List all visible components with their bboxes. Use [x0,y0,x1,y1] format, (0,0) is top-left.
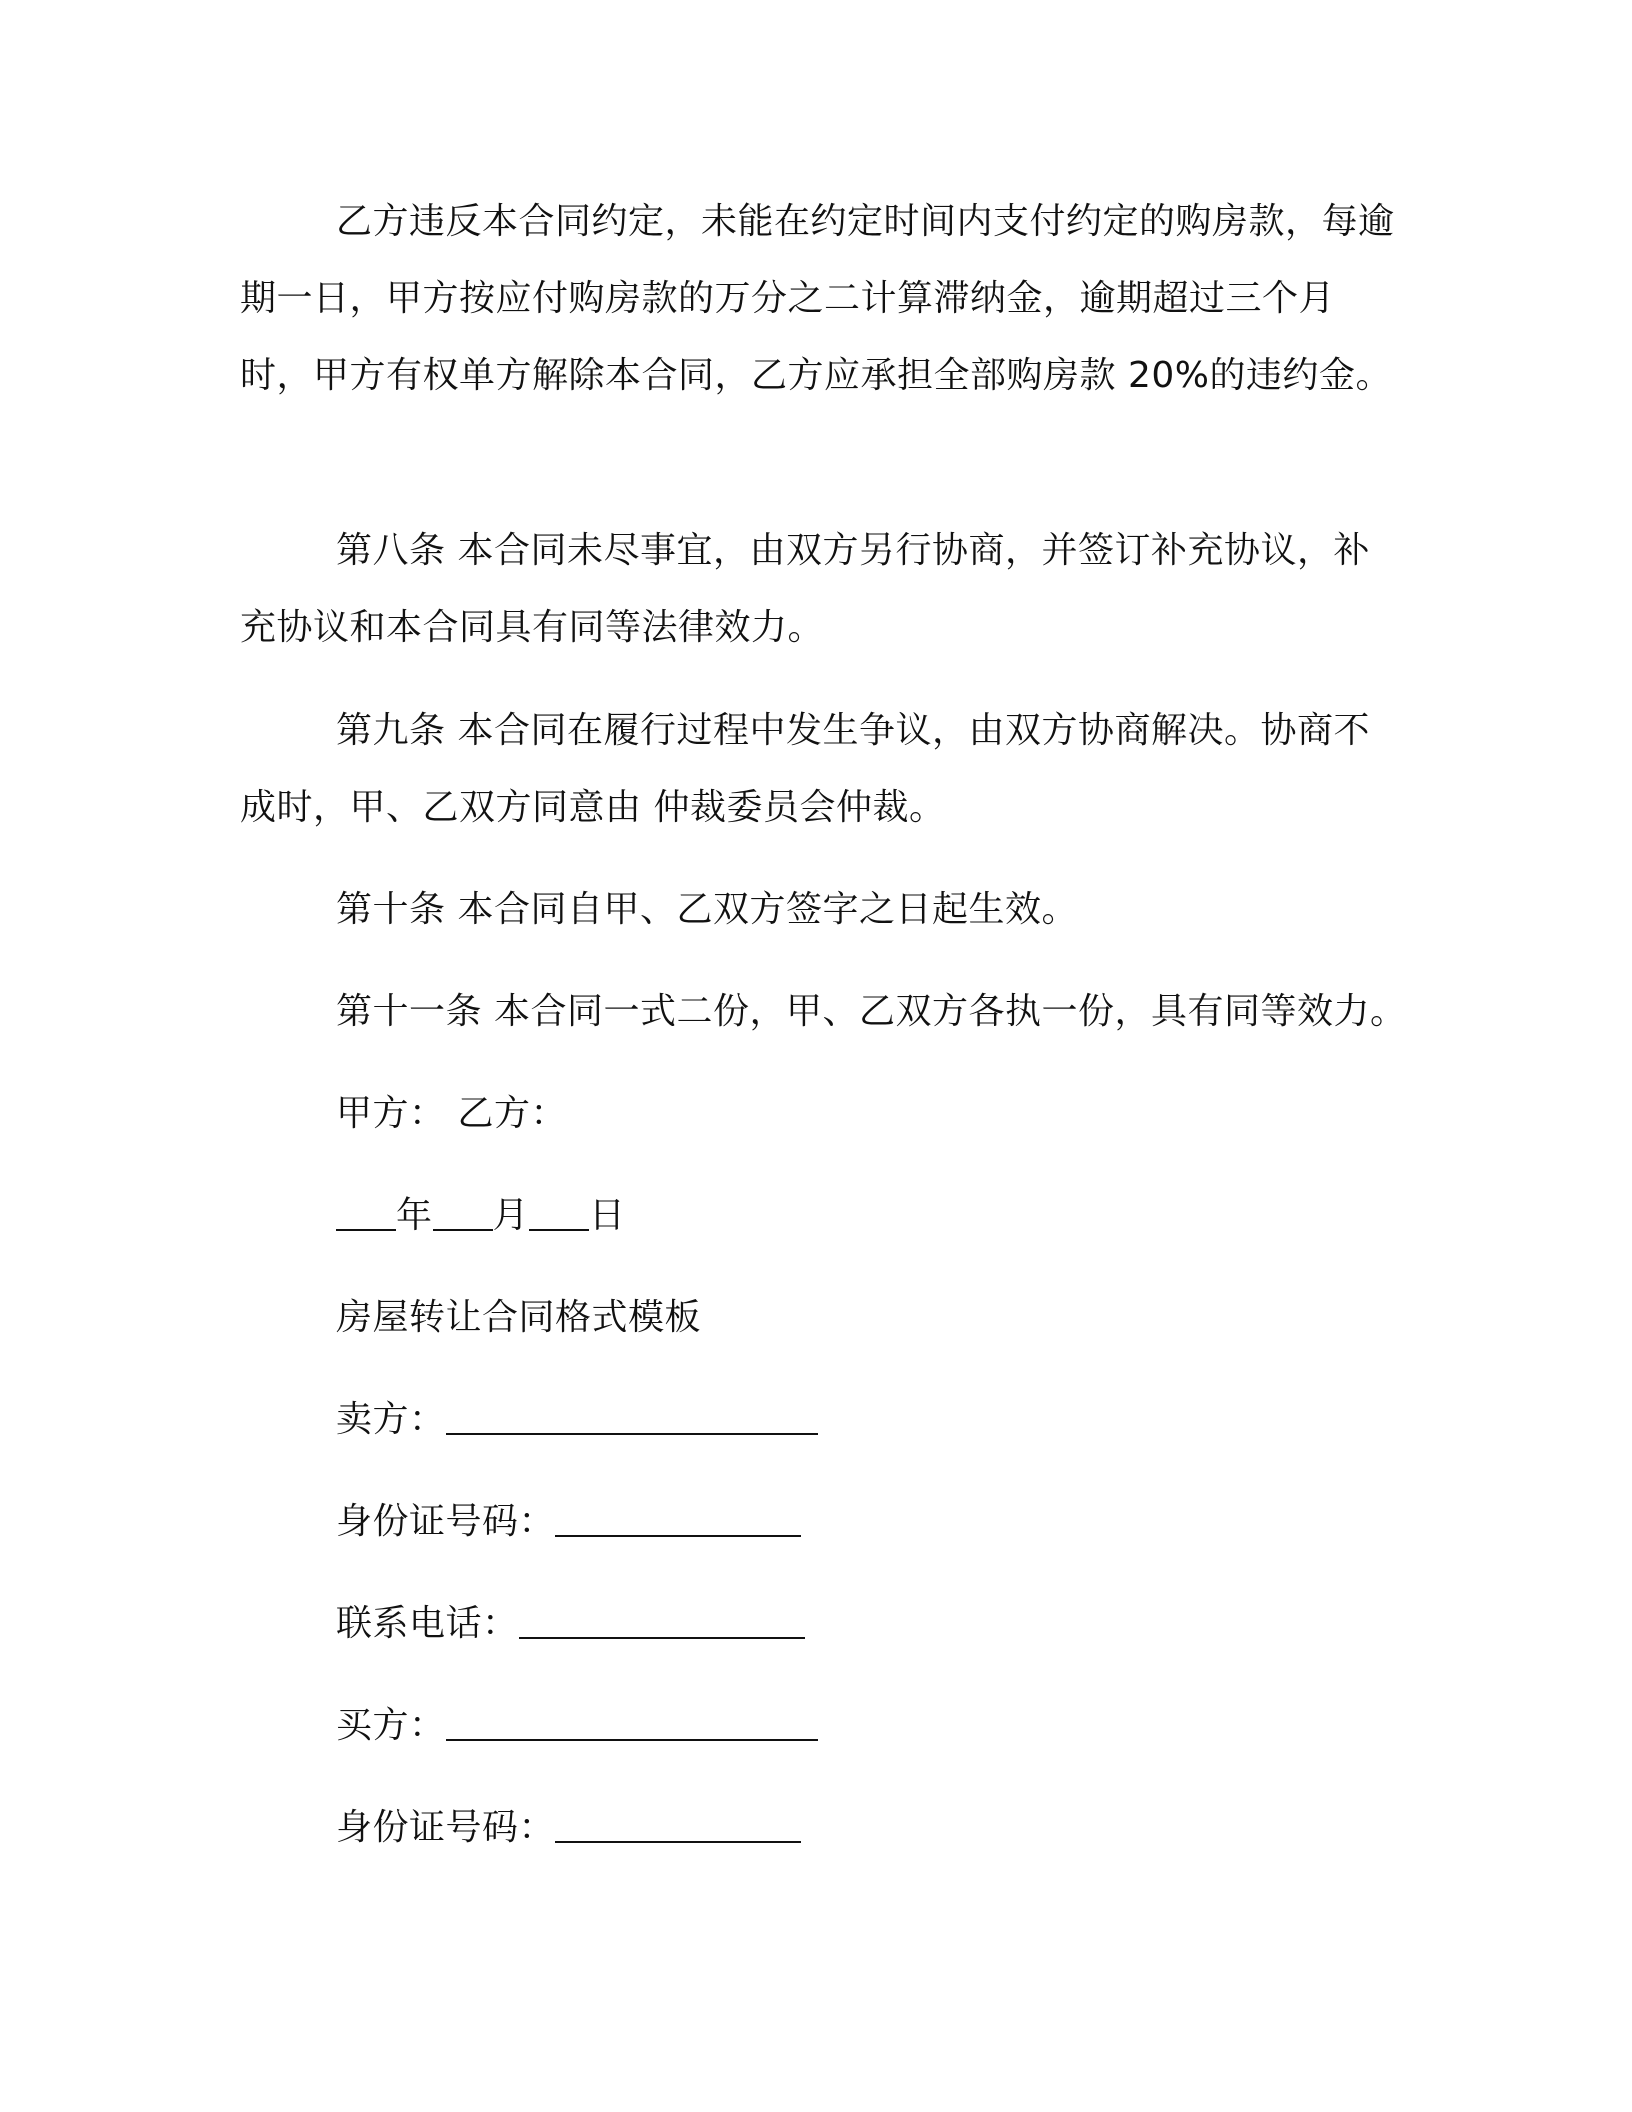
field-buyer [336,1701,818,1751]
field-blank [519,1603,805,1639]
paragraph-article-11: 第十一条 本合同一式二份，甲、乙双方各执一份，具有同等效力。 [336,991,1407,1032]
field-label: 买方： [336,1705,446,1746]
paragraph-article-10: 第十条 本合同自甲、乙双方签字之日起生效。 [336,889,1078,930]
month-label: 月 [492,1195,530,1236]
day-blank [529,1195,589,1231]
field-seller-phone [336,1599,805,1649]
field-blank [446,1705,818,1741]
field-seller [336,1395,818,1445]
field-seller-id [336,1497,801,1547]
signature-parties-line: 甲方： 乙方： [336,1093,567,1134]
paragraph-penalty: 乙方违反本合同约定，未能在约定时间内支付约定的购房款，每逾期一日，甲方按应付购房款的万分之二计算滞纳金，逾期超过三个月时，甲方有权单方解除本合同，乙方应承担全部购房款 20%的违约金。 [240,201,1395,396]
field-label: 身份证号码： [336,1501,556,1542]
paragraph-article-8: 第八条 本合同未尽事宜，由双方另行协商，并签订补充协议，补充协议和本合同具有同等法律效力。 [240,530,1370,648]
month-blank [433,1195,493,1231]
date-line [336,1191,626,1241]
paragraph-article-9: 第九条 本合同在履行过程中发生争议，由双方协商解决。协商不成时，甲、乙双方同意由 仲裁委员会仲裁。 [240,710,1370,828]
template-title: 房屋转让合同格式模板 [336,1297,702,1338]
field-label: 身份证号码： [336,1807,556,1848]
year-blank [336,1195,396,1231]
year-label: 年 [396,1195,433,1236]
field-blank [555,1807,801,1843]
field-blank [446,1399,818,1435]
day-label: 日 [589,1195,626,1236]
field-buyer-id [336,1803,801,1853]
field-label: 卖方： [336,1399,446,1440]
field-label: 联系电话： [336,1603,519,1644]
field-blank [555,1501,801,1537]
